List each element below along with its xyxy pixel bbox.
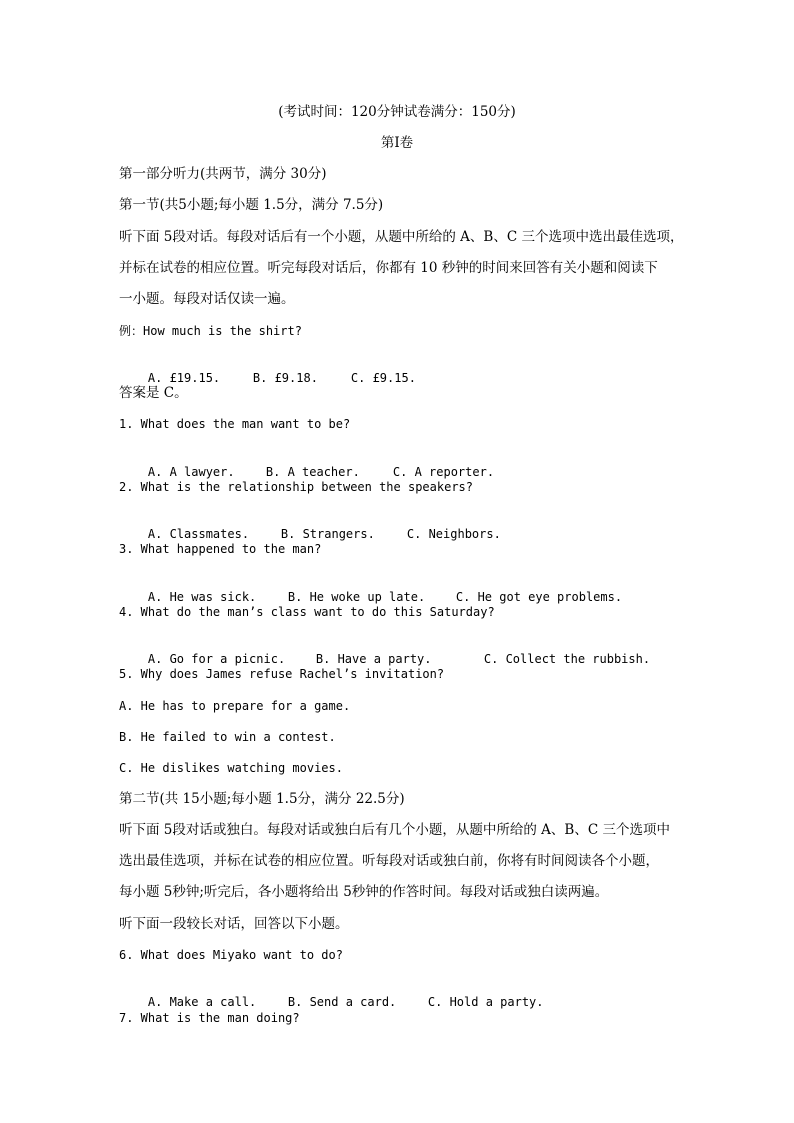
question: 6. What does Miyako want to do?: [119, 948, 343, 962]
option: A. A lawyer.: [147, 465, 235, 479]
option: B. Send a card.: [287, 995, 397, 1009]
option: C. He got eye problems.: [455, 590, 623, 604]
option: A. £19.15.: [147, 371, 221, 385]
option: B. £9.18.: [252, 371, 318, 385]
option: B. Have a party.: [315, 652, 432, 666]
option: A. Make a call.: [147, 995, 257, 1009]
question: 2. What is the relationship between the speakers?: [119, 480, 474, 494]
option: C. Neighbors.: [406, 527, 501, 541]
section1-instruction-line: 听下面 5段对话。每段对话后有一个小题，从题中所给的 A、B、C 三个选项中选出最佳选项，: [119, 229, 684, 245]
option: C. A reporter.: [392, 465, 495, 479]
option: B. Strangers.: [280, 527, 375, 541]
section1-title: 第一节(共5小题;每小题 1.5分，满分 7.5分): [119, 197, 384, 213]
option: A. Go for a picnic.: [147, 652, 286, 666]
option: A. He was sick.: [147, 590, 257, 604]
option: B. He failed to win a contest.: [119, 730, 336, 744]
part1-title: 第一部分听力(共两节，满分 30分): [119, 166, 327, 182]
section2-instruction-line: 听下面 5段对话或独白。每段对话或独白后有几个小题，从题中所给的 A、B、C 三个选项中: [119, 822, 670, 838]
exam-info: (考试时间：120分钟试卷满分：150分): [278, 104, 516, 120]
option: C. Hold a party.: [427, 995, 544, 1009]
section1-instruction-line: 一小题。每段对话仅读一遍。: [119, 291, 295, 307]
question: 5. Why does James refuse Rachel’s invitation?: [119, 667, 445, 681]
option: B. A teacher.: [265, 465, 360, 479]
question: 7. What is the man doing?: [119, 1011, 300, 1025]
example-question: 例：How much is the shirt?: [119, 324, 302, 338]
section1-instruction-line: 并标在试卷的相应位置。听完每段对话后，你都有 10 秒钟的时间来回答有关小题和阅读下: [119, 260, 658, 276]
example-answer: 答案是 C。: [119, 385, 188, 401]
option: A. He has to prepare for a game.: [119, 699, 351, 713]
question: 4. What do the man’s class want to do this Saturday?: [119, 605, 495, 619]
section2-instruction-line: 每小题 5秒钟;听完后，各小题将给出 5秒钟的作答时间。每段对话或独白读两遍。: [119, 884, 609, 900]
section2-instruction-line: 选出最佳选项，并标在试卷的相应位置。听每段对话或独白前，你将有时间阅读各个小题，: [119, 853, 659, 869]
option: A. Classmates.: [147, 527, 250, 541]
option: C. Collect the rubbish.: [483, 652, 651, 666]
option: C. £9.15.: [350, 371, 416, 385]
question: 1. What does the man want to be?: [119, 417, 351, 431]
option: B. He woke up late.: [287, 590, 426, 604]
option: C. He dislikes watching movies.: [119, 761, 343, 775]
section2-title: 第二节(共 15小题;每小题 1.5分，满分 22.5分): [119, 791, 405, 807]
section2-prompt: 听下面一段较长对话，回答以下小题。: [119, 916, 349, 932]
volume-title: 第I卷: [380, 135, 414, 151]
question: 3. What happened to the man?: [119, 542, 322, 556]
